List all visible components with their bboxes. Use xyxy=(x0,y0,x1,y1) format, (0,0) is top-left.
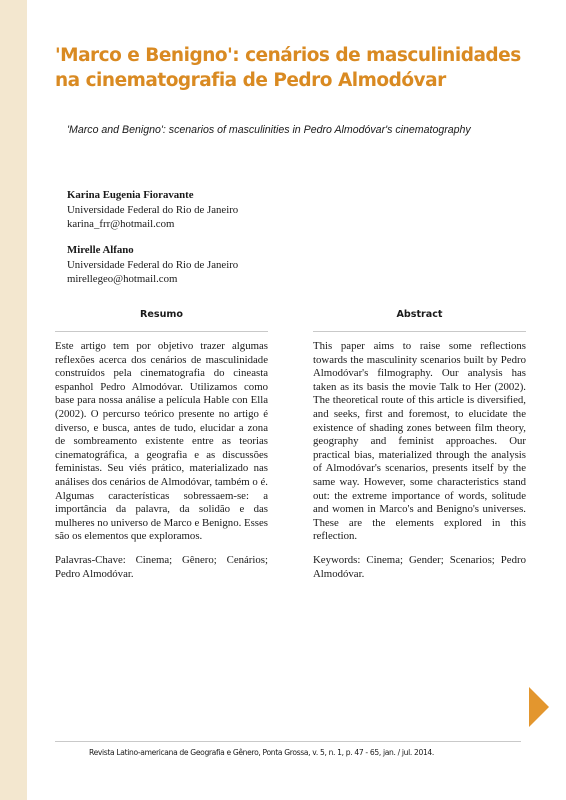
abstract-column xyxy=(313,308,526,591)
resumo-column xyxy=(55,308,268,591)
article-title: 'Marco e Benigno': cenários de masculinidades na cinematografia de Pedro Almodóvar xyxy=(55,45,521,91)
resumo-divider xyxy=(55,331,268,332)
left-decorative-bar xyxy=(0,0,27,800)
author-affiliation: Universidade Federal do Rio de Janeiro xyxy=(67,258,239,271)
author-email[interactable]: karina_frr@hotmail.com xyxy=(67,218,175,230)
footer-divider xyxy=(55,741,521,742)
author-name: Mirelle Alfano xyxy=(67,244,134,256)
article-subtitle: 'Marco and Benigno': scenarios of masculinities in Pedro Almodóvar's cinematography xyxy=(67,124,471,136)
author-block-2 xyxy=(67,243,238,287)
author-affiliation: Universidade Federal do Rio de Janeiro xyxy=(67,203,239,216)
next-page-arrow-icon[interactable] xyxy=(529,687,549,727)
abstract-heading: Abstract xyxy=(396,309,443,320)
journal-footer: Revista Latino-americana de Geografia e Gênero, Ponta Grossa, v. 5, n. 1, p. 47 - 65, jan. / jul. 2014. xyxy=(89,748,434,757)
abstract-divider xyxy=(313,331,526,332)
resumo-keywords: Palavras-Chave: Cinema; Gênero; Cenários; Pedro Almodóvar. xyxy=(55,553,268,580)
author-block-1 xyxy=(67,188,238,232)
abstract-keywords: Keywords: Cinema; Gender; Scenarios; Pedro Almodóvar. xyxy=(313,553,526,580)
abstract-body: This paper aims to raise some reflections towards the masculinity scenarios built by Pedro Almodóvar's filmography. Our analysis has taken as its basis the movie Talk to Her (2002). The theoretical route of this article is diversified, and seeks, first and foremost, to elucidate the existence of shading zones between film theory, geography and feminist approaches. Our practical bias, materialized through the analysis of Almodóvar's scenarios, presents itself by the same way. However, some characteristics stand out: the extreme importance of words, solitude and women in Marco's and Benigno's universes. These are the elements explored in this reflection. xyxy=(313,340,526,543)
author-email[interactable]: mirellegeo@hotmail.com xyxy=(67,273,178,285)
resumo-body: Este artigo tem por objetivo trazer algumas reflexões acerca dos cenários de masculinidade construídos pela cinematografia do cineasta espanhol Pedro Almodóvar. Utilizamos como base para nossa análise a película Hable con Ella (2002). O percurso teórico presente no artigo é diverso, e busca, antes de tudo, elucidar a zona de sombreamento existente entre as teorias cinematográfica, a geografia e as discussões feministas. Seu viés prático, materializado nas análises dos cenários de Almodóvar, também o é. Algumas características sobressaem-se: a importância da palavra, da solidão e das mulheres no universo de Marco e Benigno. Esses são os elementos que exploramos. xyxy=(55,340,268,543)
resumo-heading: Resumo xyxy=(139,309,184,320)
author-name: Karina Eugenia Fioravante xyxy=(67,189,194,201)
